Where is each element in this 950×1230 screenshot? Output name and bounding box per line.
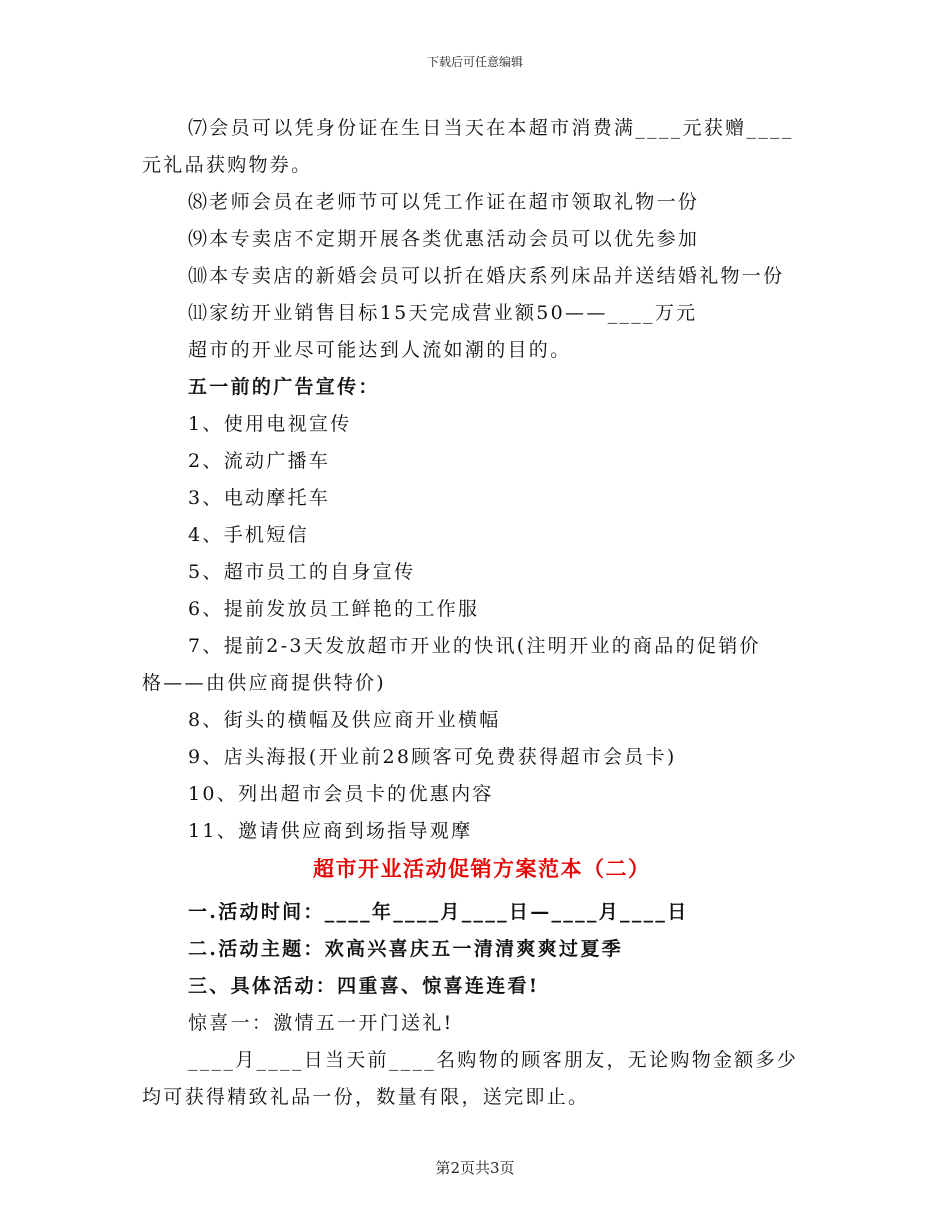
body-line: ⑼本专卖店不定期开展各类优惠活动会员可以优先参加 (188, 228, 700, 250)
body-line: 超市的开业尽可能达到人流如潮的目的。 (188, 339, 572, 361)
body-line: 元礼品获购物券。 (142, 154, 313, 176)
list-item-continuation: 格——由供应商提供特价) (142, 672, 387, 694)
ad-heading: 五一前的广告宣传： (188, 376, 380, 398)
section-title: 超市开业活动促销方案范本（二） (313, 856, 651, 881)
body-line: ⑻老师会员在老师节可以凭工作证在超市领取礼物一份 (188, 191, 700, 213)
page-header: 下载后可任意编辑 (426, 55, 523, 69)
list-item: 9、店头海报(开业前28顾客可免费获得超市会员卡) (188, 746, 677, 768)
body-line: ⑽本专卖店的新婚会员可以折在婚庆系列床品并送结婚礼物一份 (188, 265, 785, 287)
list-item: 6、提前发放员工鲜艳的工作服 (188, 598, 480, 620)
list-item: 1、使用电视宣传 (188, 413, 352, 435)
activity-details-heading: 三、具体活动：四重喜、惊喜连连看! (188, 975, 540, 997)
list-item: 5、超市员工的自身宣传 (188, 561, 416, 583)
body-line: ⑾家纺开业销售目标15天完成营业额50——____万元 (188, 302, 698, 324)
list-item: 7、提前2-3天发放超市开业的快讯(注明开业的商品的促销价 (188, 635, 761, 657)
activity-time-heading: 一.活动时间：____年____月____日—____月____日 (188, 901, 689, 923)
list-item: 10、列出超市会员卡的优惠内容 (188, 783, 494, 805)
activity-theme-heading: 二.活动主题：欢高兴喜庆五一清清爽爽过夏季 (188, 938, 623, 960)
body-line: 均可获得精致礼品一份，数量有限，送完即止。 (142, 1086, 590, 1108)
surprise-one: 惊喜一：激情五一开门送礼! (188, 1012, 454, 1034)
body-line: ⑺会员可以凭身份证在生日当天在本超市消费满____元获赠____ (188, 117, 794, 139)
list-item: 11、邀请供应商到场指导观摩 (188, 820, 473, 842)
list-item: 3、电动摩托车 (188, 487, 331, 509)
list-item: 2、流动广播车 (188, 450, 331, 472)
list-item: 4、手机短信 (188, 524, 309, 546)
list-item: 8、街头的横幅及供应商开业横幅 (188, 709, 501, 731)
page-footer: 第2页共3页 (435, 1159, 515, 1177)
body-line: ____月____日当天前____名购物的顾客朋友，无论购物金额多少 (188, 1049, 799, 1071)
